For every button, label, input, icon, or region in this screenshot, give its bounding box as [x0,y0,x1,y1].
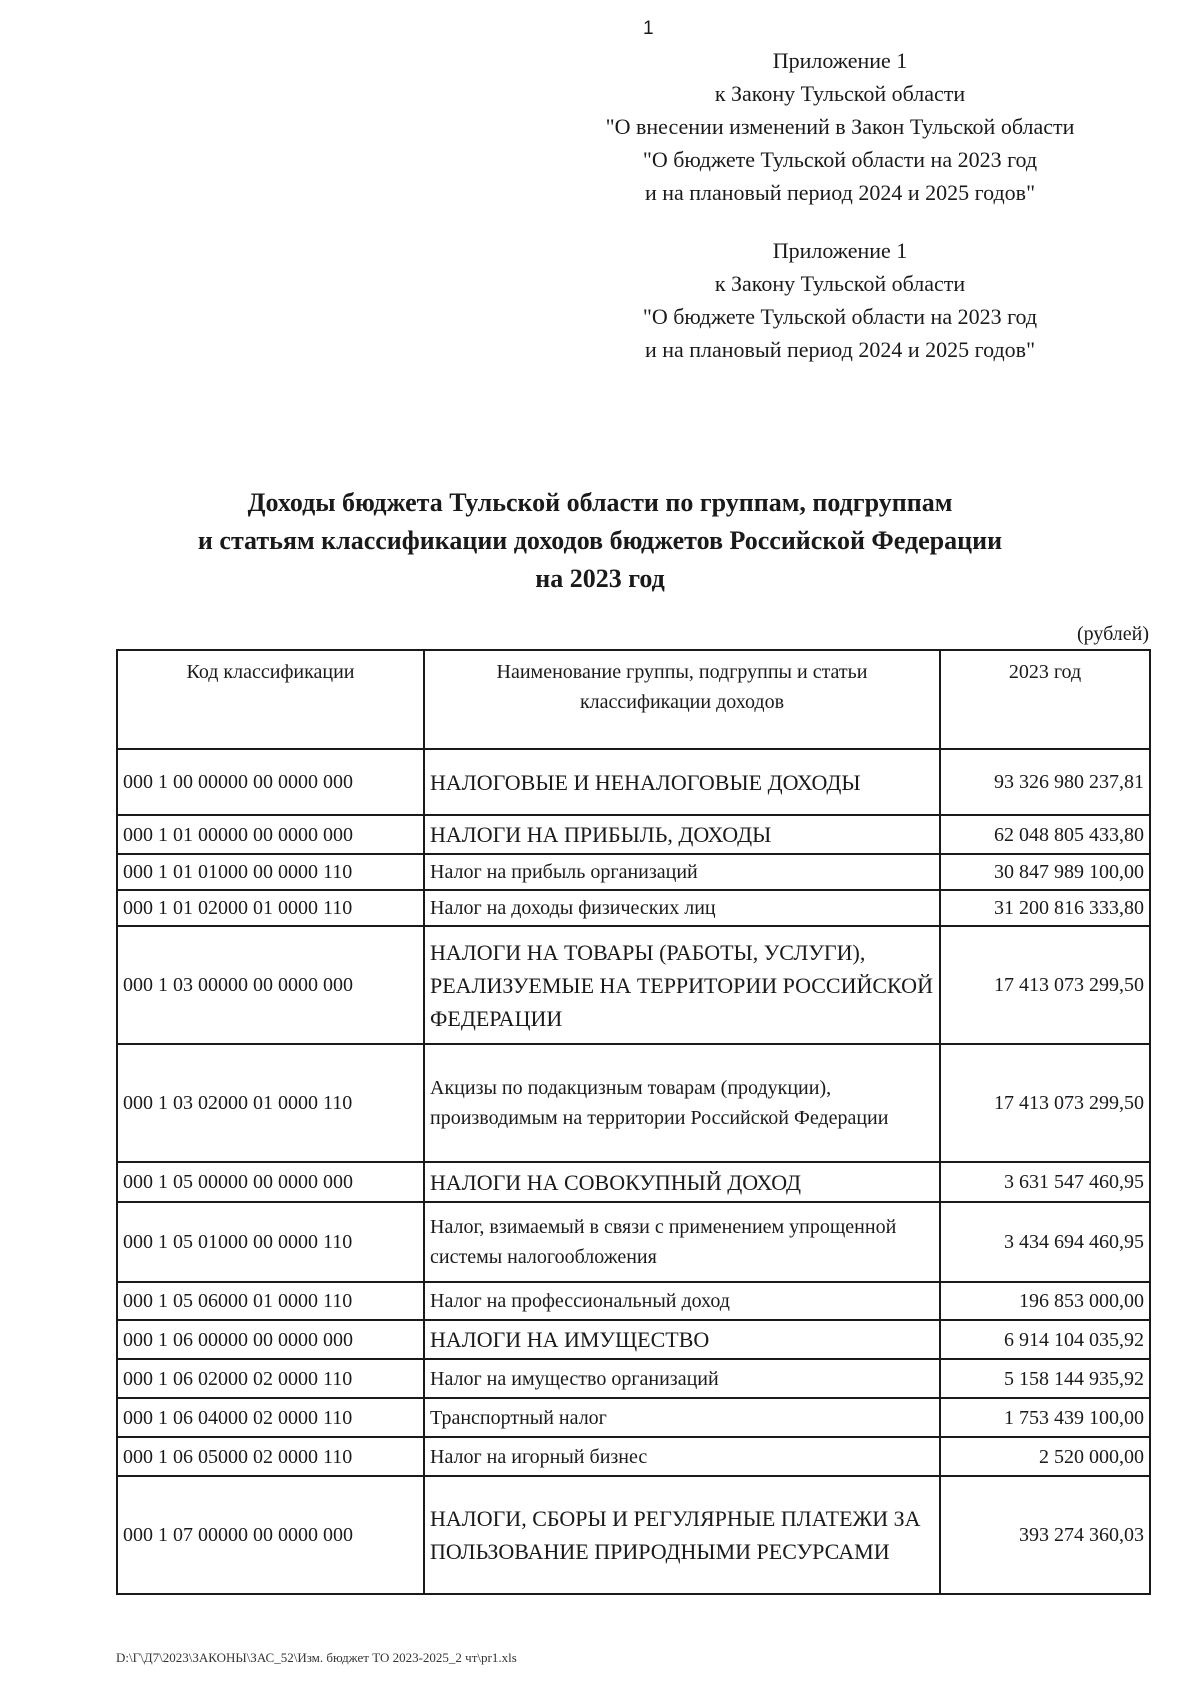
cell-amount: 5 158 144 935,92 [940,1359,1150,1398]
cell-amount: 1 753 439 100,00 [940,1398,1150,1437]
table-row [117,1044,1150,1162]
cell-name: НАЛОГИ НА ТОВАРЫ (РАБОТЫ, УСЛУГИ), РЕАЛИЗУЕМЫЕ НА ТЕРРИТОРИИ РОССИЙСКОЙ ФЕДЕРАЦИИ [424,926,940,1044]
cell-code: 000 1 06 00000 00 0000 000 [117,1320,424,1359]
table-row [117,854,1150,890]
currency-unit: (рублей) [1076,623,1149,645]
revenue-table [116,649,1151,1595]
cell-name: Налог на имущество организаций [424,1359,940,1398]
table-row [117,1398,1150,1437]
annex-line: "О бюджете Тульской области на 2023 год [642,304,1038,329]
cell-code: 000 1 06 05000 02 0000 110 [117,1437,424,1476]
cell-amount: 93 326 980 237,81 [940,749,1150,815]
table-row [117,1476,1150,1594]
cell-code: 000 1 01 02000 01 0000 110 [117,890,424,926]
cell-name: НАЛОГИ, СБОРЫ И РЕГУЛЯРНЫЕ ПЛАТЕЖИ ЗА ПОЛЬЗОВАНИЕ ПРИРОДНЫМИ РЕСУРСАМИ [424,1476,940,1594]
page-number: 1 [643,18,654,39]
cell-code: 000 1 07 00000 00 0000 000 [117,1476,424,1594]
cell-code: 000 1 03 02000 01 0000 110 [117,1044,424,1162]
cell-code: 000 1 05 00000 00 0000 000 [117,1162,424,1202]
cell-amount: 196 853 000,00 [940,1282,1150,1320]
table-row [117,1320,1150,1359]
cell-name: Налог на игорный бизнес [424,1437,940,1476]
annex-line: "О внесении изменений в Закон Тульской области [605,114,1075,139]
annex-line: Приложение 1 [772,48,908,73]
cell-code: 000 1 05 06000 01 0000 110 [117,1282,424,1320]
table-row [117,815,1150,854]
table-row [117,749,1150,815]
title-line: и статьям классификации доходов бюджетов Российской Федерации [197,526,1003,555]
cell-amount: 3 631 547 460,95 [940,1162,1150,1202]
cell-amount: 393 274 360,03 [940,1476,1150,1594]
cell-name: Налог на профессиональный доход [424,1282,940,1320]
cell-code: 000 1 01 01000 00 0000 110 [117,854,424,890]
cell-code: 000 1 06 02000 02 0000 110 [117,1359,424,1398]
cell-amount: 2 520 000,00 [940,1437,1150,1476]
cell-code: 000 1 01 00000 00 0000 000 [117,815,424,854]
title-line: на 2023 год [535,564,665,593]
cell-name: НАЛОГИ НА ИМУЩЕСТВО [424,1320,940,1359]
annex-line: и на плановый период 2024 и 2025 годов" [644,337,1036,362]
annex-line: Приложение 1 [772,238,908,263]
file-path-footer: D:\Г\Д7\2023\ЗАКОНЫ\ЗАС_52\Изм. бюджет ТО 2023-2025_2 чт\pr1.xls [116,1650,517,1665]
cell-code: 000 1 06 04000 02 0000 110 [117,1398,424,1437]
cell-amount: 62 048 805 433,80 [940,815,1150,854]
cell-name: НАЛОГИ НА СОВОКУПНЫЙ ДОХОД [424,1162,940,1202]
title-line: Доходы бюджета Тульской области по группам, подгруппам [247,488,953,517]
cell-name: НАЛОГОВЫЕ И НЕНАЛОГОВЫЕ ДОХОДЫ [424,749,940,815]
cell-name: Налог, взимаемый в связи с применением упрощенной системы налогообложения [424,1202,940,1282]
cell-name: Транспортный налог [424,1398,940,1437]
cell-amount: 6 914 104 035,92 [940,1320,1150,1359]
cell-name: Налог на прибыль организаций [424,854,940,890]
annex-header-original [560,234,1120,366]
table-row [117,926,1150,1044]
cell-amount: 17 413 073 299,50 [940,926,1150,1044]
annex-line: к Закону Тульской области [714,81,966,106]
table-row [117,1359,1150,1398]
cell-amount: 3 434 694 460,95 [940,1202,1150,1282]
annex-line: к Закону Тульской области [714,271,966,296]
cell-code: 000 1 00 00000 00 0000 000 [117,749,424,815]
cell-amount: 17 413 073 299,50 [940,1044,1150,1162]
annex-header-amendment [560,44,1120,209]
table-row [117,1202,1150,1282]
annex-line: "О бюджете Тульской области на 2023 год [642,147,1038,172]
cell-name: Акцизы по подакцизным товарам (продукции), производимым на территории Российской Федерации [424,1044,940,1162]
cell-name: НАЛОГИ НА ПРИБЫЛЬ, ДОХОДЫ [424,815,940,854]
table-row [117,890,1150,926]
header-name: Наименование группы, подгруппы и статьи классификации доходов [424,650,940,749]
cell-amount: 30 847 989 100,00 [940,854,1150,890]
cell-amount: 31 200 816 333,80 [940,890,1150,926]
document-title [100,484,1100,598]
header-amount: 2023 год [940,650,1150,749]
table-row [117,1282,1150,1320]
cell-code: 000 1 03 00000 00 0000 000 [117,926,424,1044]
cell-code: 000 1 05 01000 00 0000 110 [117,1202,424,1282]
cell-name: Налог на доходы физических лиц [424,890,940,926]
table-header-row [117,650,1150,749]
header-code: Код классификации [117,650,424,749]
table-row [117,1162,1150,1202]
annex-line: и на плановый период 2024 и 2025 годов" [644,180,1036,205]
table-row [117,1437,1150,1476]
